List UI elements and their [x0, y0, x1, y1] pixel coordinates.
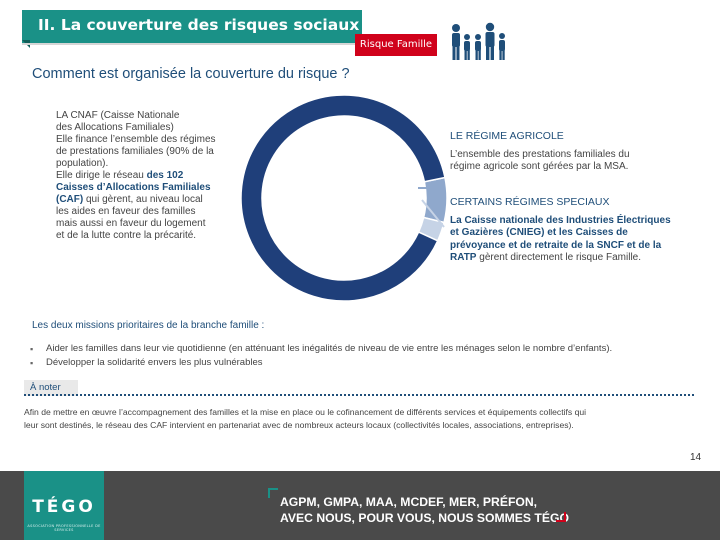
bracket-bottom-right	[556, 512, 566, 522]
cnaf-line	[56, 194, 238, 206]
regimes-speciaux-line: et Gazières (CNIEG) et les Caisses de	[450, 227, 628, 238]
bracket-top-left	[268, 488, 278, 498]
tego-logo	[24, 471, 104, 540]
regime-agricole-line: régime agricole sont gérées par la MSA.	[450, 161, 629, 172]
mission-item: ▪ Aider les familles dans leur vie quotidienne (en atténuant les inégalités de niveau de vie entre les ménages selon le nombre d’enfants).	[30, 342, 612, 356]
note-line: Afin de mettre en œuvre l’accompagnement des familles et la mise en place ou le cofinancement de différents services et équipements collectifs qui	[24, 407, 587, 417]
cnaf-line: des Allocations Familiales)	[56, 122, 174, 133]
regime-agricole-block	[450, 130, 670, 174]
donut-slice-cnaf	[241, 95, 445, 301]
regimes-speciaux-text: gèrent directement le risque Famille.	[476, 252, 642, 263]
cnaf-bold: des 102	[146, 170, 184, 181]
risk-tag: Risque Famille	[355, 34, 437, 56]
dotted-divider	[24, 394, 694, 396]
cnaf-line: mais aussi en faveur du logement	[56, 218, 206, 229]
cnaf-description	[56, 110, 238, 242]
cnaf-line: de prestations familiales (90% de la	[56, 146, 214, 157]
note-text	[24, 406, 696, 431]
cnaf-bold: (CAF)	[56, 194, 84, 205]
cnaf-line: et de la lutte contre la précarité.	[56, 230, 197, 241]
regimes-speciaux-block	[450, 196, 690, 265]
regimes-speciaux-line	[450, 252, 690, 265]
regimes-speciaux-line: prévoyance et de retraite de la SNCF et de la	[450, 239, 662, 251]
cnaf-line: les aides en faveur des familles	[56, 206, 196, 217]
regimes-speciaux-line: La Caisse nationale des Industries Électriques	[450, 214, 671, 226]
footer-line: AGPM, GMPA, MAA, MCDEF, MER, PRÉFON,	[280, 495, 538, 509]
regime-agricole-heading: LE RÉGIME AGRICOLE	[450, 130, 564, 142]
missions-list	[30, 342, 612, 370]
regime-agricole-line: L’ensemble des prestations familiales du	[450, 148, 630, 160]
cnaf-line: Caisses d’Allocations Familiales	[56, 182, 211, 193]
footer-line: AVEC NOUS, POUR VOUS, NOUS SOMMES TÉGO	[280, 511, 569, 525]
cnaf-line: population).	[56, 158, 109, 169]
mission-item: ▪ Développer la solidarité envers les plus vulnérables	[30, 356, 612, 370]
section-subtitle: Comment est organisée la couverture du risque ?	[32, 66, 350, 82]
footer-slogan	[280, 494, 569, 526]
cnaf-line: Elle finance l’ensemble des régimes	[56, 134, 216, 145]
missions-heading: Les deux missions prioritaires de la branche famille :	[32, 320, 265, 331]
logo-tagline: ASSOCIATION PROFESSIONNELLE DE SERVICES	[27, 524, 101, 532]
logo-wordmark: TÉGO	[32, 497, 96, 517]
coverage-donut-chart	[238, 87, 450, 309]
cnaf-text: Elle dirige le réseau	[56, 170, 147, 181]
header-divider	[22, 43, 360, 45]
cnaf-line	[56, 170, 238, 182]
note-label: À noter	[24, 380, 78, 396]
cnaf-line: LA CNAF (Caisse Nationale	[56, 110, 180, 121]
page-number: 14	[690, 452, 702, 463]
cnaf-text: qui gèrent, au niveau local	[83, 194, 203, 205]
family-icon	[447, 22, 509, 62]
header-tab	[22, 10, 362, 44]
regimes-speciaux-bold: RATP	[450, 252, 477, 263]
note-line: leur sont destinés, le réseau des CAF intervient en partenariat avec de nombreux acteurs locaux (collectivités locales, associations, entreprises).	[24, 419, 574, 430]
regimes-speciaux-heading: CERTAINS RÉGIMES SPECIAUX	[450, 196, 610, 208]
page-title: II. La couverture des risques sociaux	[38, 16, 360, 34]
